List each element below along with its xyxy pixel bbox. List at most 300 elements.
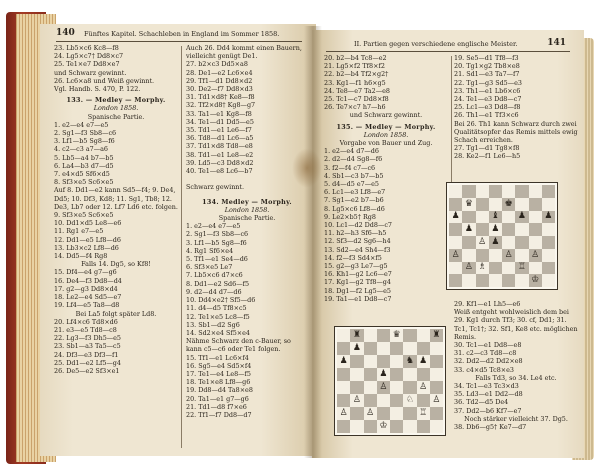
move-line: 35. Ld3—e1 Dd2—d8 [454,390,523,399]
board-square [462,211,475,224]
move-line: 1. e2—e4 e7—e5 [186,222,241,231]
board-square [337,355,350,368]
board-square [449,236,462,249]
annotation: Weiß entgeht wohlweislich dem bei 29. Kg1 durch Tf3; 30. cf, Dd1; 31. Tc1, Tc1†; 32. Sf1, Ke8 etc. möglichen Remis. [454,308,578,341]
move-list [54,318,178,375]
board-square [502,249,515,262]
board-square [529,223,542,236]
move-line: 3. f2—f4 c7—c6 [324,163,376,172]
move-line: 20. b2—b4 Tc8—e2 [324,54,387,62]
column-divider [451,56,452,188]
move-line [186,175,308,183]
board-square [462,236,475,249]
board-square [337,394,350,407]
board-square [449,211,462,224]
board-square [417,329,430,342]
board-square [364,381,377,394]
chess-piece-icon: ♘ [405,395,414,405]
chess-piece-icon: ♛ [464,198,473,209]
move-line: 35. Td1—e1 Le6—f7 [186,126,252,135]
board-square [364,368,377,381]
right-column [454,54,578,161]
move-line: 30. Tc1—e1 Dd8—e8 [454,341,522,350]
board-square [476,249,489,262]
running-header: II. Partien gegen verschiedene englische Meister. [354,40,518,48]
move-line: 25. Dd1—e2 Lf5—g4 [54,358,121,367]
board-square [476,198,489,211]
move-line: 8. Lg5×c6 Lf8—d6 [324,204,385,213]
chess-piece-icon: ♗ [478,262,487,273]
column-divider [181,46,182,448]
board-square [390,420,403,433]
move-line: 27. Tg1—d1 Tg8×f8 [454,144,520,153]
board-square [489,262,502,275]
move-list [454,54,578,120]
board-square [489,274,502,287]
board-square [515,262,528,275]
move-line: 14. f2—f3 Sd4×f5 [324,253,382,262]
chess-piece-icon: ♛ [392,330,401,340]
right-page [312,30,584,458]
move-line: 10. Dd4×e2† Sf5—d6 [186,296,256,305]
move-line: 12. Sf3—d2 Sg6—h4 [324,237,391,246]
board-square [390,407,403,420]
left-column [54,44,178,375]
move-line: 27. b2×c3 Dd5×a8 [186,60,248,69]
move-line: 8. Dd1—e2 Sd6—f5 [186,279,250,288]
board-square [462,249,475,262]
board-square [403,329,416,342]
chess-piece-icon: ♝ [491,211,500,222]
move-list [54,211,178,260]
move-line: 11. h2—h3 Sf6—h5 [324,229,387,238]
game-place: London 1858. [363,130,409,139]
board-square [430,355,443,368]
move-line: 22. Lg3—f3 Dh5—e5 [54,334,121,343]
chess-piece-icon: ♜ [352,330,361,340]
board-square [502,211,515,224]
move-line: 38. Td1—e1 Le8—e2 [186,150,254,159]
board-square [542,198,555,211]
move-line: 12. Te1×e5 Lc8—f5 [186,312,250,321]
board-square [502,274,515,287]
board-square [476,185,489,198]
board-square [542,249,555,262]
chess-piece-icon: ♙ [531,249,540,260]
board-square [390,329,403,342]
annotation: Nähme Schwarz den c-Bauer, so kann c5—c6 oder Te1 folgen. [186,337,291,354]
move-list [454,300,578,308]
move-line: 26. Th1—e1 Tf3×c6 [454,111,519,120]
board-square [515,274,528,287]
board-square [364,394,377,407]
board-square [350,407,363,420]
move-line: 7. Sg1—e2 b7—b6 [324,196,384,205]
move-line: 17. Te1—e4 Le8—f5 [186,369,251,378]
move-line: 15. Df4—e4 g7—g6 [54,268,117,277]
board-square [390,342,403,355]
chess-piece-icon: ♟ [464,224,473,235]
move-line: 15. Tf1—e1 Lc6×f4 [186,353,249,362]
move-line: 25. Tc1—c7 Dd8×f8 [324,95,389,104]
move-list [54,121,178,187]
move-line: 36. Td8—d1 Lc6—a5 [186,134,254,143]
move-line: 5. d4—d5 e7—e5 [324,180,379,189]
game-place: London 1858. [93,104,139,113]
board-square [364,407,377,420]
annotation: Falls 14. Dg5, so Kf8! [81,260,151,269]
board-square [377,329,390,342]
annotation: Falls Td3, so 34. Le4 etc. [475,373,557,382]
board-square [529,198,542,211]
move-line: 23. Kg1—f1 h6×g5 [324,78,386,87]
move-list [54,268,178,309]
board-square [430,394,443,407]
move-line: 15. g2—g3 Le7—g5 [324,262,388,271]
board-square [529,236,542,249]
board-square [417,381,430,394]
left-page [40,24,316,456]
chess-piece-icon: ♙ [366,408,375,418]
move-line: 19. Lf4—e5 Ta8—d8 [54,301,120,310]
board-square [417,368,430,381]
board-square [542,211,555,224]
move-line: 21. Lg5×f2 Tf8×f2 [324,62,385,71]
opening-name: Spanische Partie. [87,112,145,121]
move-line: 30. De2—f7 Dd8×d3 [186,85,253,94]
board-square [542,185,555,198]
move-line: 24. Df3—e3 Df3—f1 [54,350,119,359]
move-line: 39. Ld5—c3 Dd8×d2 [186,158,254,167]
board-square [403,355,416,368]
odds-text: Vorgabe von Bauer und Zug. [339,139,433,148]
move-line: Auch 26. Dd4 kommt einen Bauern, [186,44,302,52]
chess-diagram [446,182,558,290]
move-line: 2. Sg1—f3 Sb8—c6 [186,230,249,239]
board-square [403,420,416,433]
header-rule [56,41,302,42]
board-square [403,342,416,355]
move-line: Schwarz gewinnt. [186,183,245,192]
board-square [430,342,443,355]
board-square [462,198,475,211]
running-header: Fünftes Kapitel. Schachleben in England im Sommer 1858. [84,30,280,38]
move-line: 13. Sb1—d2 Sg6 [186,320,240,329]
move-line: 7. Lb5×c6 d7×c6 [186,271,243,280]
chess-piece-icon: ♙ [451,249,460,260]
chess-piece-icon: ♟ [517,211,526,222]
move-line: 12. Dd1—e5 Lf8—d6 [54,235,121,244]
board-square [489,198,502,211]
move-list [186,354,308,420]
board-square [462,223,475,236]
board-square [390,355,403,368]
move-line: 37. Dd2—b6 Kf7—e7 [454,406,522,415]
board-square [377,368,390,381]
board-square [377,342,390,355]
move-line: 19. Dd8—d4 Ta8×e8 [186,386,253,395]
move-line: 33. Ta1—e1 Kg8—f8 [186,109,252,118]
board-square [502,223,515,236]
board-square [350,368,363,381]
board-square [515,236,528,249]
board-square [449,223,462,236]
board-square [403,368,416,381]
right-column [186,44,308,419]
board-square [529,249,542,262]
move-line: 23. Lb5×c6 Kc8—f8 [54,44,119,52]
move-line: 6. Lc1—e3 Lf8—e7 [324,188,386,197]
move-line: 8. Sf3×e5 Sc6×e5 [54,178,114,187]
move-line: 13. Sd2—e4 Sh4—f3 [324,245,391,254]
annotation: Bei La5 folgt später Ld8. [75,309,157,318]
board-square [529,274,542,287]
board-square [350,329,363,342]
chessboard-grid [449,185,555,287]
board-square [350,342,363,355]
move-line: Vgl. Handb. S. 470, P. 122. [54,85,141,94]
board-square [377,355,390,368]
board-square [476,211,489,224]
move-line: 36. Td2—d5 De4 [454,398,509,407]
move-line: 26. De5—e2 Sf3×e1 [54,366,120,375]
move-line: 32. Tf2×d8† Kg8—g7 [186,101,256,110]
move-line: 34. Tc1—e3 Tc3×d3 [454,382,519,391]
move-line: 20. Tg1×g2 Tb8×e8 [454,62,520,71]
chess-piece-icon: ♟ [379,369,388,379]
move-line: 29. Kf1—e1 Lh5—e6 [454,300,521,308]
move-line: 38. Db6—g5† Ke7—d7 [454,423,527,432]
move-line: 16. Kh1—g2 Lc6—e7 [324,270,392,279]
board-square [350,381,363,394]
move-line: 22. Tg1—g3 Sd5—e3 [454,78,522,87]
move-line: 40. Te1—e8 Lc6—b7 [186,167,253,176]
board-square [515,211,528,224]
board-square [337,368,350,381]
board-square [462,185,475,198]
opening-name: Spanische Partie. [218,214,276,223]
move-line: 1. e2—e4 d7—d6 [324,147,379,156]
move-line: 4. Sb1—c3 b7—b5 [324,171,384,180]
move-line: 3. Lf1—b5 Sg8—f6 [54,137,115,146]
board-square [542,262,555,275]
board-square [377,420,390,433]
game-title: 133. — Medley — Morphy. [66,96,166,105]
board-square [502,262,515,275]
move-line: 29. Tf1—d1 Dd8×d2 [186,76,253,85]
board-square [430,368,443,381]
board-square [417,342,430,355]
move-list [454,144,578,160]
chessboard-grid [337,329,443,433]
move-line: 6. La4—b3 d7—d5 [54,161,114,170]
chess-piece-icon: ♚ [504,198,513,209]
board-square [337,420,350,433]
chess-piece-icon: ♟ [451,211,460,222]
annotation: Noch stärker vielleicht 37. Dg5. [464,414,568,423]
chess-piece-icon: ♟ [352,343,361,353]
move-line: vielleicht genügt De1. [186,52,258,61]
board-square [529,262,542,275]
board-square [476,223,489,236]
board-square [542,236,555,249]
chess-piece-icon: ♖ [419,408,428,418]
board-square [417,355,430,368]
move-line: 28. De1—e2 Lc6×e4 [186,68,253,77]
chess-piece-icon: ♟ [491,236,500,247]
move-line: 32. Dd2—d2 Dd2×e8 [454,357,523,366]
board-square [489,211,502,224]
move-line: 2. d2—d4 Sg8—f6 [324,155,383,164]
move-list [186,44,308,192]
chess-piece-icon: ♖ [517,262,526,273]
move-line: 25. Lc1—e3 Dd8—f8 [454,103,521,112]
move-line: 16. De4—f3 Dd8—d4 [54,276,122,285]
board-square [449,198,462,211]
move-line: 11. Rg1 e7—e5 [54,227,104,236]
board-square [489,236,502,249]
move-line: 14. Sd2×e4 Sf5×e4 [186,328,250,337]
move-line: 9. Le2×b5† Rg8 [324,212,376,221]
move-line: 20. Lf4×c6 Td8×d6 [54,317,118,326]
move-line: 10. Lc1—d2 Dd8—c7 [324,221,392,230]
chess-piece-icon: ♙ [478,236,487,247]
game-title: 135. — Medley — Morphy. [336,122,436,131]
move-line: 25. Te1×e7 Dd8×e7 [54,60,120,69]
board-square [476,262,489,275]
move-line: 19. Se5—d1 Tf8—f3 [454,54,519,62]
move-list [54,44,178,93]
move-line: 4. Rg1 Sf6×e4 [186,246,234,255]
board-square [476,236,489,249]
chess-piece-icon: ♜ [432,330,441,340]
board-square [449,274,462,287]
board-square [417,407,430,420]
board-square [476,274,489,287]
board-square [390,368,403,381]
board-square [403,394,416,407]
move-list [454,341,578,374]
board-square [449,262,462,275]
move-line: 1. e2—e4 e7—e5 [54,120,109,129]
chess-piece-icon: ♙ [379,382,388,392]
page-stain [292,148,322,188]
move-line: 4. c2—c3 a7—a6 [54,145,108,154]
board-square [337,381,350,394]
page-number: 140 [56,28,75,38]
board-square [403,407,416,420]
board-square [430,407,443,420]
board-square [515,223,528,236]
move-line: 2. Sg1—f3 Sb8—c6 [54,129,117,138]
move-line: 26. Lc6×a8 und Weiß gewinnt. [54,76,155,85]
chess-piece-icon: ♟ [544,211,553,222]
board-square [430,381,443,394]
header-rule [326,51,570,52]
chess-piece-icon: ♙ [504,249,513,260]
board-square [462,262,475,275]
board-square [364,355,377,368]
move-line: 17. g2—g3 Dd8×d4 [54,284,118,293]
move-line: 14. Dd5—f4 Rg8 [54,252,108,261]
chess-piece-icon: ♙ [352,395,361,405]
board-square [502,198,515,211]
board-square [364,329,377,342]
move-line: 7. e4×d5 Sf6×d5 [54,170,110,179]
right-column-lower [454,300,578,431]
move-line: 18. Dg1—f2 Lg5—e5 [324,286,391,295]
move-line: 17. Kg1—g2 Tf8—g4 [324,278,391,287]
move-line: 26. Te7×c7 h7—h6 [324,103,386,112]
board-square [462,274,475,287]
move-line: 24. Te8—e7 Ta2—e8 [324,86,390,95]
chess-piece-icon: ♔ [531,275,540,286]
move-line: 34. Te1—d1 Dd5—e5 [186,117,254,126]
move-line: 19. Ta1—e1 Dd8—c7 [324,294,392,303]
board-square [489,185,502,198]
chess-piece-icon: ♟ [491,224,500,235]
board-square [515,185,528,198]
board-square [377,407,390,420]
board-square [449,185,462,198]
move-line: 3. Lf1—b5 Sg8—f6 [186,238,247,247]
board-square [430,329,443,342]
board-square [502,185,515,198]
board-square [417,420,430,433]
move-line: 21. e3—e5 Td8—c8 [54,325,117,334]
board-square [542,274,555,287]
board-square [364,420,377,433]
board-square [390,381,403,394]
move-line: 24. Lg5×c7† Dd8×c7 [54,52,124,61]
board-square [377,381,390,394]
move-line: 23. Sb1—a3 Ta5—c5 [54,342,121,351]
board-square [350,394,363,407]
move-list [324,147,448,303]
move-line: 28. Ke2—f1 Le6—h5 [454,152,521,161]
board-square [489,223,502,236]
board-square [417,394,430,407]
move-line: 23. Th1—e1 Lb6×c6 [454,86,521,95]
move-line: 9. d2—d4 d7—d6 [186,287,242,296]
move-line: 20. Ta1—e1 g7—g6 [186,394,249,403]
board-square [515,249,528,262]
move-line: 18. Le2—e4 Sd5—e7 [54,293,122,302]
board-square [350,420,363,433]
result-text: und Schwarz gewinnt. [349,111,423,120]
move-line: 16. Sg5—e4 Sd5×f4 [186,361,252,370]
chess-piece-icon: ♟ [339,356,348,366]
annotation: Auf 8. Dd1—e2 kann Sd5—f4; 9. De4, Dd5; 10. Df3, Kd8; 11. Sg1, Tb8; 12. De3, Lb7 oder 12. Lf7 Ld6 etc. folgen. [54,186,178,211]
move-line: 22. b2—b4 Tf2×g2† [324,70,389,79]
move-line: 10. Dd1×d5 Le8—e6 [54,219,122,228]
move-line: 21. Sd1—e3 Ta7—f7 [454,70,520,79]
move-line: 33. c4×d5 Tc8×e3 [454,365,514,374]
move-line: 37. Td1×d8 Td8—e8 [186,142,253,151]
move-line: 5. Lb5—a4 b7—b5 [54,153,114,162]
chess-piece-icon: ♙ [339,408,348,418]
move-line: 9. Sf3×e5 Sc6×e5 [54,211,114,220]
board-square [377,394,390,407]
move-line: 24. Te1—e3 Dd8—c7 [454,95,522,104]
chess-piece-icon: ♙ [464,262,473,273]
board-square [529,185,542,198]
chess-piece-icon: ♙ [419,382,428,392]
book-gutter [304,26,322,458]
move-line: und Schwarz gewinnt. [54,68,127,77]
board-square [430,420,443,433]
board-square [337,329,350,342]
